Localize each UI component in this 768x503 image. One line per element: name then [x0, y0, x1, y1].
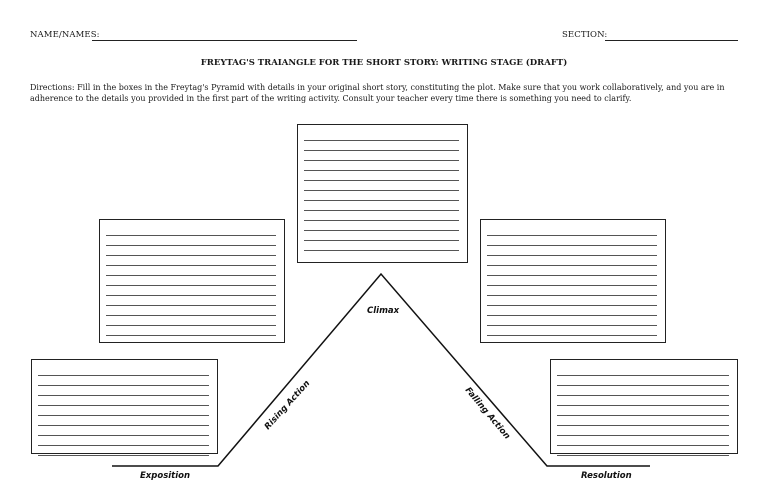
- writing-lines: [557, 366, 729, 456]
- falling-action-box[interactable]: [480, 219, 666, 343]
- writing-lines: [106, 226, 276, 336]
- writing-lines: [487, 226, 657, 336]
- label-falling-action: Falling Action: [462, 385, 512, 442]
- exposition-box[interactable]: [31, 359, 218, 454]
- label-rising-action: Rising Action: [262, 378, 313, 433]
- rising-action-box[interactable]: [99, 219, 285, 343]
- names-label: NAME/NAMES:: [30, 30, 100, 40]
- writing-lines: [304, 131, 459, 251]
- section-label: SECTION:: [562, 30, 608, 40]
- label-climax: Climax: [367, 306, 400, 316]
- resolution-box[interactable]: [550, 359, 738, 454]
- label-resolution: Resolution: [581, 471, 632, 481]
- climax-box[interactable]: [297, 124, 468, 263]
- writing-lines: [38, 366, 209, 456]
- worksheet-title: FREYTAG'S TRAIANGLE FOR THE SHORT STORY: WRITING STAGE (DRAFT): [200, 58, 568, 68]
- directions-text: Directions: Fill in the boxes in the Freytag's Pyramid with details in your original short story, constituting the plot. Make sure that you work collaboratively, and you are in adherence to the details you provided in the first part of the writing activity. Consult your teacher every time there is something you need to clarify.: [30, 83, 725, 103]
- label-exposition: Exposition: [140, 471, 191, 481]
